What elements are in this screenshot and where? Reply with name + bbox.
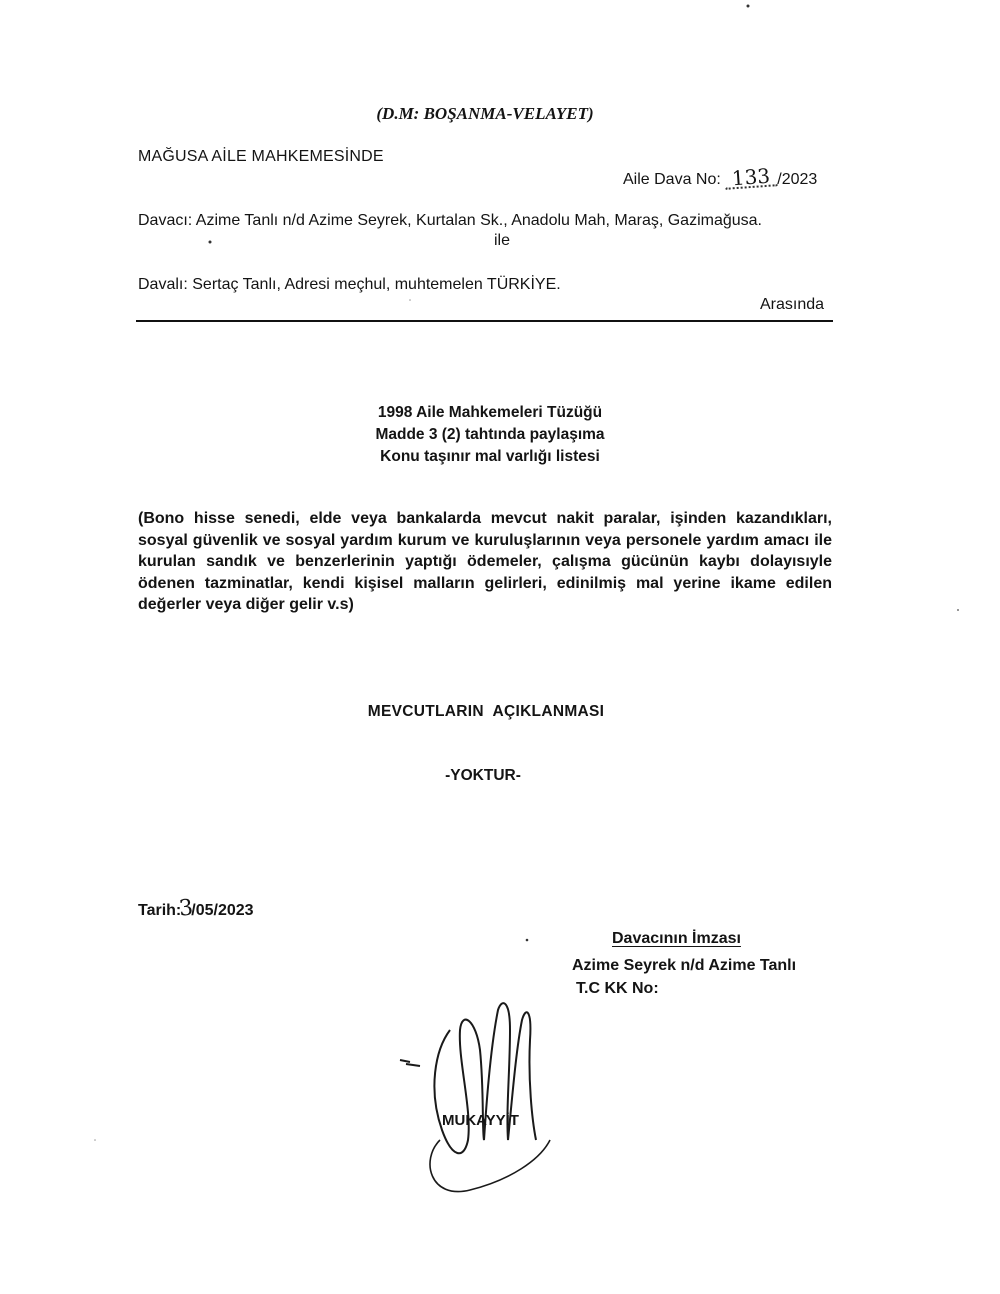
date-line (138, 896, 254, 921)
assets-value: -YOKTUR- (445, 767, 521, 784)
id-number-label: T.C KK No: (576, 980, 659, 997)
assets-heading: MEVCUTLARIN AÇIKLANMASI (367, 703, 605, 720)
law-subject: Konu taşınır mal varlığı listesi (380, 448, 600, 465)
law-reference (0, 402, 980, 468)
case-year: /2023 (777, 171, 818, 188)
case-number-handwritten: 133 (725, 166, 778, 190)
header-divider (136, 320, 833, 322)
signature-title: Davacının İmzası (612, 930, 741, 947)
defendant-line: Davalı: Sertaç Tanlı, Adresi meçhul, muhtemelen TÜRKİYE. (138, 276, 561, 293)
court-name: MAĞUSA AİLE MAHKEMESİNDE (138, 148, 384, 165)
date-label: Tarih: (138, 902, 182, 919)
asset-description: (Bono hisse senedi, elde veya bankalarda mevcut nakit paralar, işinden kazandıkları, sosyal güvenlik ve sosyal yardım kurum ve kuruluşlarının veya personele yardım amacı ile kurulan sandık ve benzerlerinin yaptığı ödemeler, çalışma gücünün kaybı dolayısıyle ödenen tazminatlar, kendi kişisel malların gelirleri, edinilmiş mal yerine ikame edilen değerler veya diğer gelir v.s) (138, 510, 832, 613)
law-title: 1998 Aile Mahkemeleri Tüzüğü (377, 404, 603, 421)
plaintiff-line: Davacı: Azime Tanlı n/d Azime Seyrek, Kurtalan Sk., Anadolu Mah, Maraş, Gazimağusa. (138, 212, 762, 229)
date-rest: /05/2023 (191, 902, 254, 919)
law-article: Madde 3 (2) tahtında paylaşıma (375, 426, 605, 443)
between-label: Arasında (760, 296, 825, 313)
signatory-name: Azime Seyrek n/d Azime Tanlı (572, 957, 797, 974)
handwritten-signature (380, 990, 580, 1210)
parties-connector: ile (494, 232, 511, 249)
case-number-label: Aile Dava No: (623, 171, 721, 188)
document-type: (D.M: BOŞANMA-VELAYET) (376, 104, 594, 123)
case-number-line (623, 163, 818, 191)
registrar-stamp: MUKAYYİT (442, 1112, 519, 1129)
date-day-handwritten: 3 (177, 895, 195, 922)
